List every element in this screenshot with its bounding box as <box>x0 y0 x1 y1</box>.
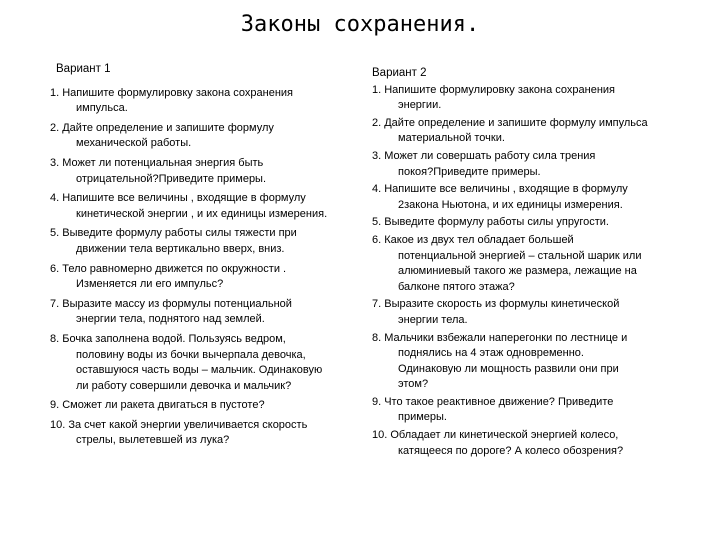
question-item <box>50 262 360 293</box>
question-text-continued: половину воды из бочки вычерпала девочка, <box>76 348 306 361</box>
question-text: 1. Напишите формулировку закона сохранения <box>372 83 615 96</box>
question-item <box>372 116 702 147</box>
question-text-continued: механической работы. <box>76 137 192 150</box>
question-text: 7. Выразите массу из формулы потенциальной <box>50 297 292 310</box>
question-item <box>372 149 702 180</box>
variant-2-title: Вариант 2 <box>372 67 427 79</box>
question-text-continued: примеры. <box>398 411 447 424</box>
variant-2-questions <box>372 83 702 460</box>
question-text-continued: Изменяется ли его импульс? <box>76 278 224 291</box>
variant-1-title: Вариант 1 <box>56 63 111 75</box>
question-item <box>372 297 702 328</box>
question-text: 3. Может ли потенциальная энергия быть <box>50 156 264 169</box>
question-item <box>50 121 360 152</box>
question-text-continued: этом? <box>398 378 429 391</box>
question-text-continued: кинетической энергии , и их единицы измерения. <box>76 207 328 220</box>
question-text: 4. Напишите все величины , входящие в формулу <box>50 192 306 205</box>
variant-2-column <box>372 66 702 461</box>
question-text: 6. Тело равномерно движется по окружности . <box>50 262 287 275</box>
question-text: 1. Напишите формулировку закона сохранения <box>50 86 293 99</box>
question-text-continued: отрицательной?Приведите примеры. <box>76 172 267 185</box>
question-item <box>372 395 702 426</box>
question-text: 2. Дайте определение и запишите формулу импульса <box>372 116 648 129</box>
question-item <box>50 398 360 414</box>
question-text-continued: энергии тела, поднятого над землей. <box>76 313 265 326</box>
question-text: 5. Выведите формулу работы силы упругости. <box>372 216 609 229</box>
question-text: 3. Может ли совершать работу сила трения <box>372 149 596 162</box>
question-text-continued: материальной точки. <box>398 132 505 145</box>
question-item <box>372 215 702 231</box>
question-text: 9. Что такое реактивное движение? Приведите <box>372 395 614 408</box>
question-text-continued: энергии тела. <box>398 313 468 326</box>
question-text-continued: стрелы, вылетевшей из лука? <box>76 434 230 447</box>
question-text: 9. Сможет ли ракета двигаться в пустоте? <box>50 399 265 412</box>
question-item <box>372 182 702 213</box>
question-text: 8. Мальчики взбежали наперегонки по лестнице и <box>372 331 628 344</box>
question-text-continued: потенциальной энергией – стальной шарик или <box>398 249 642 262</box>
question-text: 7. Выразите скорость из формулы кинетической <box>372 298 620 311</box>
question-text-continued: балконе пятого этажа? <box>398 280 515 293</box>
question-text-continued: энергии. <box>398 99 442 112</box>
question-text-continued: движении тела вертикально вверх, вниз. <box>76 242 285 255</box>
question-item <box>50 191 360 222</box>
question-text-continued: поднялись на 4 этаж одновременно. <box>398 347 584 360</box>
page-title: Законы сохранения. <box>240 12 480 37</box>
question-item <box>50 226 360 257</box>
question-text: 4. Напишите все величины , входящие в формулу <box>372 183 628 196</box>
question-item <box>50 332 360 394</box>
question-text-continued: оставшуюся часть воды – мальчик. Одинаковую <box>76 364 323 377</box>
variant-1-column <box>50 62 360 453</box>
question-text-continued: Одинаковую ли мощность развили они при <box>398 362 619 375</box>
question-text-continued: покоя?Приведите примеры. <box>398 165 541 178</box>
question-text: 8. Бочка заполнена водой. Пользуясь ведром, <box>50 332 286 345</box>
question-item <box>50 156 360 187</box>
question-item <box>372 83 702 114</box>
question-text-continued: импульса. <box>76 102 128 115</box>
question-text-continued: ли работу совершили девочка и мальчик? <box>76 379 292 392</box>
question-text: 6. Какое из двух тел обладает большей <box>372 233 574 246</box>
question-text: 10. За счет какой энергии увеличивается скорость <box>50 418 308 431</box>
question-item <box>372 331 702 393</box>
question-text: 10. Обладает ли кинетической энергией колесо, <box>372 429 619 442</box>
question-text-continued: 2закона Ньютона, и их единицы измерения. <box>398 198 623 211</box>
question-item <box>50 86 360 117</box>
question-text: 5. Выведите формулу работы силы тяжести при <box>50 227 297 240</box>
variant-1-questions <box>50 86 360 449</box>
question-text-continued: алюминиевый такого же размера, лежащие на <box>398 265 637 278</box>
question-text: 2. Дайте определение и запишите формулу <box>50 121 274 134</box>
question-item <box>372 233 702 295</box>
question-item <box>372 428 702 459</box>
question-item <box>50 297 360 328</box>
question-item <box>50 418 360 449</box>
question-text-continued: катящееся по дороге? А колесо обозрения? <box>398 444 624 457</box>
